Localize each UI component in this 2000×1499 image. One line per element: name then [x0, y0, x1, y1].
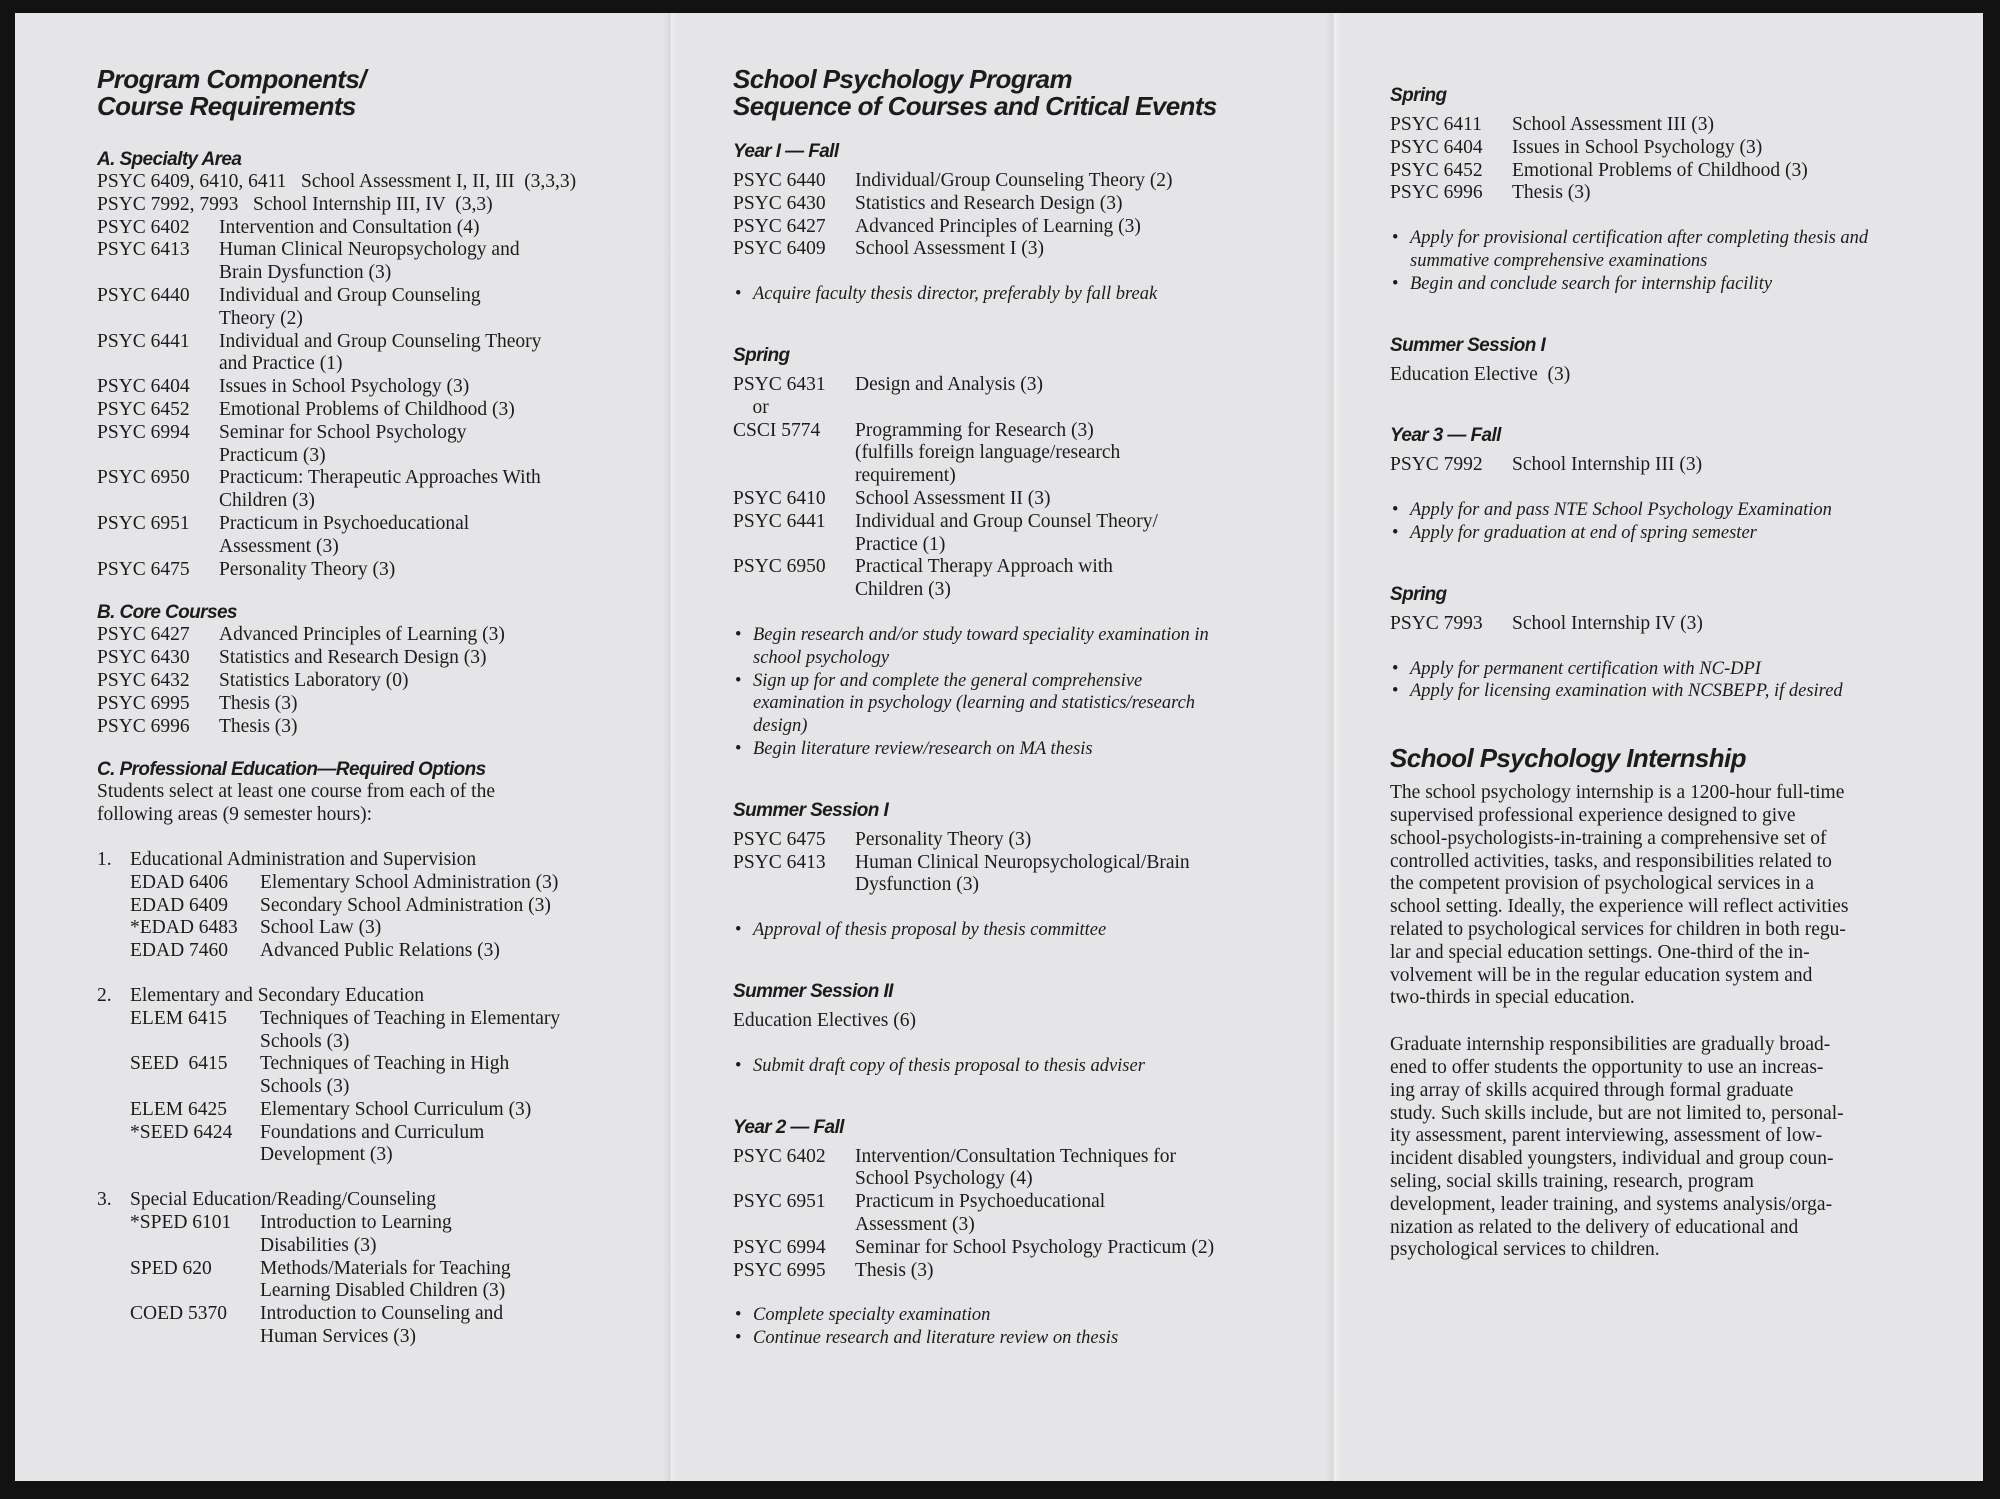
course-row: [97, 716, 657, 739]
course-code: PSYC 7993: [1390, 612, 1483, 634]
course-title: Personality Theory (3): [855, 828, 1032, 850]
bullet-text: Begin and conclude search for internship facility: [1410, 273, 1773, 294]
course-title: Introduction to Learning Disabilities (3): [260, 1212, 452, 1256]
event-bullet: [1390, 680, 1950, 703]
course-code: PSYC 6452: [97, 398, 190, 420]
course-row: [1390, 137, 1950, 160]
course-list: [733, 170, 1293, 261]
option-course-list: [130, 872, 657, 963]
bullet-text: Begin research and/or study toward speciality examination in school psychology: [753, 624, 1209, 668]
event-bullet: [733, 670, 1293, 738]
course-title: Methods/Materials for Teaching Learning Disabled Children (3): [260, 1257, 511, 1302]
event-bullet-list: [1390, 227, 1950, 295]
course-row: [97, 376, 657, 399]
course-code: PSYC 6441: [97, 330, 190, 352]
section-heading: Year 2 — Fall: [733, 1116, 844, 1138]
course-row: [97, 285, 657, 331]
bullet-text: Apply for provisional certification after completing thesis and summative comprehensive examinations: [1410, 228, 1869, 271]
course-title: Thesis (3): [219, 715, 298, 737]
option-number: 3.: [97, 1189, 112, 1211]
course-row: [97, 399, 657, 422]
course-code: PSYC 6430: [733, 192, 826, 214]
bullet-text: Continue research and literature review on thesis: [753, 1328, 1119, 1349]
course-code: PSYC 6430: [97, 647, 190, 669]
option-area: [97, 985, 657, 1167]
course-code: PSYC 6413: [733, 851, 826, 873]
course-list: [1390, 613, 1950, 636]
course-code: EDAD 6409: [130, 894, 229, 916]
course-code: PSYC 6440: [733, 170, 826, 191]
course-code: COED 5370: [130, 1303, 227, 1325]
course-code: PSYC 6995: [97, 692, 190, 714]
course-code: CSCI 5774: [733, 419, 821, 441]
course-title: Elementary School Curriculum (3): [260, 1098, 532, 1120]
bullet-text: Apply for permanent certification with NC-DPI: [1410, 658, 1761, 679]
course-title: Human Clinical Neuropsychological/Brain Dysfunction (3): [855, 851, 1190, 896]
event-bullet: [733, 624, 1293, 670]
course-title: Introduction to Counseling and Human Services (3): [260, 1303, 504, 1348]
bullet-text: Apply for graduation at end of spring semester: [1410, 522, 1757, 543]
course-title: Practicum in Psychoeducational Assessment (3): [855, 1191, 1106, 1235]
section-title: School Psychology Internship: [1390, 743, 1746, 774]
event-bullet: [1390, 499, 1950, 522]
column-program-components: [97, 66, 657, 1349]
course-row: [130, 895, 657, 918]
course-row: [97, 670, 657, 693]
course-title: School Internship III (3): [1512, 454, 1703, 476]
event-bullet-list: [733, 624, 1293, 761]
option-area: [97, 849, 657, 963]
course-row: [733, 556, 1293, 602]
course-row: [97, 559, 657, 582]
course-row: [733, 1146, 1293, 1192]
course-row: [1390, 613, 1950, 636]
course-row: [1390, 114, 1950, 137]
course-title: Individual and Group Counsel Theory/ Practice (1): [855, 510, 1158, 555]
course-code: ELEM 6415: [130, 1007, 227, 1029]
event-bullet: [733, 919, 1293, 942]
bullet-text: Approval of thesis proposal by thesis committee: [753, 920, 1107, 941]
bullet-icon: •: [735, 624, 742, 645]
course-title: School Law (3): [260, 917, 382, 939]
course-title: Statistics Laboratory (0): [219, 669, 409, 691]
bullet-icon: •: [735, 1055, 742, 1076]
fold-line-left: [663, 13, 677, 1481]
bullet-icon: •: [1392, 273, 1399, 294]
course-title: Intervention/Consultation Techniques for School Psychology (4): [855, 1145, 1177, 1190]
paragraph: Graduate internship responsibilities are gradually broad- ened to offer students the opportunity to use an increas- ing array of skills acquired through formal graduate study. Such skills include, but are not limited to, personal- ity assessment, parent interviewing, assessment of low- incident disabled youngsters, individual and group coun- seling, social skills training, research, program development, leader training, and systems analysis/orga- nization as related to the delivery of educational and psychological services to children.: [1390, 1034, 1844, 1261]
section-heading: C. Professional Education—Required Options: [97, 759, 486, 781]
course-row: [733, 238, 1293, 261]
course-row: [97, 331, 657, 377]
course-code: PSYC 6475: [733, 828, 826, 850]
course-list: [1390, 114, 1950, 205]
course-row: [1390, 182, 1950, 205]
bullet-text: Begin literature review/research on MA thesis: [753, 738, 1093, 759]
course-row: [97, 693, 657, 716]
course-code: PSYC 6402: [733, 1145, 826, 1167]
course-row: [733, 1191, 1293, 1237]
text-line: Education Elective (3): [1390, 363, 1571, 385]
course-row: [130, 1122, 657, 1168]
course-row: [733, 420, 1293, 488]
course-code: PSYC 6413: [97, 239, 190, 261]
course-code: PSYC 6409: [733, 238, 826, 260]
course-title: Issues in School Psychology (3): [1512, 136, 1763, 158]
course-title: Elementary School Administration (3): [260, 871, 559, 893]
course-row: [130, 940, 657, 963]
bullet-icon: •: [1392, 522, 1399, 543]
course-title: Individual and Group Counseling Theory (2): [219, 284, 481, 329]
course-code: or: [733, 396, 769, 418]
paragraph: The school psychology internship is a 1200-hour full-time supervised professional experience designed to give school-psychologists-in-training a comprehensive set of controlled activities, tasks, and responsibilities related to the competent provision of psychological services in a school setting. Ideally, the experience will reflect activities related to psychological services for children in both regu- lar and special education settings. One-third of the in- volvement will be in the regular education system and two-thirds in special education.: [1390, 782, 1849, 1009]
course-row: [733, 397, 1293, 420]
course-code: PSYC 7992: [1390, 454, 1483, 476]
course-code: PSYC 6950: [97, 467, 190, 489]
section-heading: Spring: [1390, 85, 1447, 106]
course-list: [733, 829, 1293, 897]
event-bullet-list: [1390, 499, 1950, 545]
option-course-list: [130, 1212, 657, 1349]
course-list: [97, 217, 657, 582]
course-title: Advanced Public Relations (3): [260, 940, 500, 962]
option-number: 1.: [97, 848, 112, 870]
section-heading: Summer Session I: [733, 799, 889, 821]
event-bullet: [1390, 522, 1950, 545]
course-title: Seminar for School Psychology Practicum (2): [855, 1236, 1215, 1258]
section-heading: Spring: [1390, 583, 1447, 605]
bullet-icon: •: [1392, 658, 1399, 679]
option-number: 2.: [97, 984, 112, 1006]
course-row: [97, 217, 657, 240]
course-title: Practical Therapy Approach with Children (3): [855, 556, 1113, 601]
course-title: Advanced Principles of Learning (3): [219, 624, 505, 646]
course-list: [733, 374, 1293, 602]
course-code: PSYC 6411: [1390, 114, 1482, 135]
course-list: [1390, 454, 1950, 477]
course-code: PSYC 6950: [733, 556, 826, 578]
course-row: [130, 1212, 657, 1258]
bullet-icon: •: [1392, 228, 1399, 249]
paragraph: Students select at least one course from each of the following areas (9 semester hours):: [97, 781, 495, 826]
event-bullet: [733, 283, 1293, 306]
option-area-heading: [97, 985, 657, 1008]
course-code: PSYC 6995: [733, 1259, 826, 1281]
bullet-icon: •: [735, 920, 742, 941]
option-area: [97, 1189, 657, 1349]
course-row: [733, 829, 1293, 852]
course-code: PSYC 6951: [733, 1191, 826, 1213]
course-title: Programming for Research (3) (fulfills foreign language/research requirement): [855, 419, 1121, 487]
course-code: EDAD 7460: [130, 940, 229, 962]
course-row: [733, 193, 1293, 216]
course-code: EDAD 6406: [130, 871, 229, 893]
bullet-icon: •: [1392, 500, 1399, 521]
course-row: [733, 170, 1293, 193]
section-title: Program Components/ Course Requirements: [97, 64, 366, 121]
course-code: PSYC 6404: [97, 376, 190, 398]
event-bullet-list: [733, 1055, 1293, 1078]
course-code: PSYC 6404: [1390, 136, 1483, 158]
course-row: [97, 422, 657, 468]
bullet-icon: •: [735, 1305, 742, 1326]
event-bullet: [1390, 658, 1950, 681]
course-title: Personality Theory (3): [219, 558, 396, 580]
bullet-text: Apply for and pass NTE School Psychology Examination: [1410, 500, 1832, 521]
course-title: Seminar for School Psychology Practicum (3): [219, 421, 467, 466]
course-row: [130, 917, 657, 940]
course-title: Foundations and Curriculum Development (3): [260, 1121, 485, 1166]
course-row: [1390, 454, 1950, 477]
course-code: PSYC 6996: [1390, 182, 1483, 204]
bullet-icon: •: [735, 738, 742, 759]
bullet-icon: •: [735, 1328, 742, 1349]
course-code: PSYC 6994: [97, 421, 190, 443]
course-row: [97, 647, 657, 670]
course-row: [1390, 160, 1950, 183]
course-row: [130, 1008, 657, 1054]
event-bullet: [733, 738, 1293, 761]
column-sequence-of-courses: [733, 66, 1293, 1350]
bullet-text: Apply for licensing examination with NCSBEPP, if desired: [1410, 681, 1843, 702]
course-row: [130, 1303, 657, 1349]
section-heading: Year 3 — Fall: [1390, 425, 1501, 447]
course-row: [97, 624, 657, 647]
course-code: ELEM 6425: [130, 1098, 227, 1120]
text-line: PSYC 6409, 6410, 6411 School Assessment I, II, III (3,3,3): [97, 171, 577, 192]
course-code: *SPED 6101: [130, 1212, 232, 1234]
section-title: School Psychology Program Sequence of Courses and Critical Events: [733, 64, 1217, 121]
course-row: [97, 239, 657, 285]
course-title: School Internship IV (3): [1512, 612, 1703, 634]
course-code: PSYC 6951: [97, 512, 190, 534]
course-code: PSYC 6432: [97, 669, 190, 691]
event-bullet-list: [733, 919, 1293, 942]
bullet-icon: •: [735, 284, 742, 305]
column-internship: [1390, 84, 1950, 1262]
course-code: PSYC 6431: [733, 373, 826, 395]
course-row: [733, 216, 1293, 239]
course-title: Human Clinical Neuropsychology and Brain Dysfunction (3): [219, 239, 520, 284]
event-bullet: [1390, 273, 1950, 296]
course-row: [130, 872, 657, 895]
course-row: [130, 1258, 657, 1304]
course-title: Thesis (3): [1512, 182, 1591, 204]
bullet-text: Submit draft copy of thesis proposal to thesis adviser: [753, 1055, 1145, 1076]
course-row: [733, 488, 1293, 511]
course-code: PSYC 6475: [97, 558, 190, 580]
course-title: Individual/Group Counseling Theory (2): [855, 170, 1173, 191]
course-title: Practicum in Psychoeducational Assessment (3): [219, 512, 470, 557]
course-code: PSYC 6452: [1390, 159, 1483, 181]
course-title: Design and Analysis (3): [855, 373, 1043, 395]
course-title: Practicum: Therapeutic Approaches With Children (3): [219, 467, 541, 512]
section-heading: Summer Session II: [733, 980, 893, 1002]
section-heading: Year I — Fall: [733, 141, 839, 162]
bullet-icon: •: [735, 670, 742, 691]
event-bullet-list: [1390, 658, 1950, 704]
course-list: [97, 624, 657, 738]
option-area-heading: [97, 1189, 657, 1212]
course-code: *SEED 6424: [130, 1121, 233, 1143]
course-code: SEED 6415: [130, 1053, 228, 1075]
option-label: Elementary and Secondary Education: [130, 984, 425, 1006]
course-row: [733, 1237, 1293, 1260]
event-bullet: [733, 1055, 1293, 1078]
event-bullet-list: [733, 283, 1293, 306]
event-bullet-list: [733, 1304, 1293, 1350]
course-list: [733, 1146, 1293, 1283]
course-title: Statistics and Research Design (3): [855, 192, 1123, 214]
course-row: [97, 513, 657, 559]
course-title: School Assessment I (3): [855, 238, 1045, 260]
course-title: Thesis (3): [855, 1259, 934, 1281]
event-bullet: [733, 1304, 1293, 1327]
course-code: PSYC 6402: [97, 216, 190, 238]
course-row: [733, 1260, 1293, 1283]
course-row: [130, 1099, 657, 1122]
course-title: Techniques of Teaching in High Schools (3): [260, 1053, 510, 1098]
text-line: Education Electives (6): [733, 1009, 917, 1031]
course-title: Emotional Problems of Childhood (3): [1512, 159, 1808, 181]
section-heading: Summer Session I: [1390, 334, 1546, 356]
course-title: Secondary School Administration (3): [260, 894, 551, 916]
bullet-icon: •: [1392, 681, 1399, 702]
course-row: [733, 374, 1293, 397]
course-code: PSYC 6427: [97, 624, 190, 646]
section-heading: B. Core Courses: [97, 602, 237, 624]
course-row: [733, 852, 1293, 898]
course-code: PSYC 6441: [733, 510, 826, 532]
event-bullet: [733, 1327, 1293, 1350]
section-heading: Spring: [733, 344, 790, 366]
option-label: Special Education/Reading/Counseling: [130, 1189, 436, 1211]
course-row: [97, 467, 657, 513]
course-title: Intervention and Consultation (4): [219, 216, 480, 238]
course-title: School Assessment III (3): [1512, 114, 1715, 135]
option-course-list: [130, 1008, 657, 1168]
bullet-text: Acquire faculty thesis director, preferably by fall break: [753, 284, 1158, 305]
event-bullet: [1390, 227, 1950, 273]
text-line: PSYC 7992, 7993 School Internship III, IV (3,3): [97, 193, 493, 215]
course-title: Emotional Problems of Childhood (3): [219, 398, 515, 420]
course-title: Individual and Group Counseling Theory and Practice (1): [219, 330, 542, 375]
course-code: SPED 620: [130, 1257, 212, 1279]
course-title: Issues in School Psychology (3): [219, 376, 470, 398]
course-code: PSYC 6994: [733, 1236, 826, 1258]
section-heading: A. Specialty Area: [97, 149, 242, 170]
bullet-text: Sign up for and complete the general comprehensive examination in psychology (learning and statistics/research design): [753, 670, 1196, 737]
course-code: PSYC 6996: [97, 715, 190, 737]
course-title: Advanced Principles of Learning (3): [855, 215, 1141, 237]
bullet-text: Complete specialty examination: [753, 1305, 991, 1326]
course-title: Thesis (3): [219, 692, 298, 714]
course-title: Techniques of Teaching in Elementary Schools (3): [260, 1007, 561, 1052]
fold-line-right: [1326, 13, 1340, 1481]
course-title: Statistics and Research Design (3): [219, 647, 487, 669]
course-row: [733, 511, 1293, 557]
option-area-heading: [97, 849, 657, 872]
course-title: School Assessment II (3): [855, 487, 1051, 509]
course-code: PSYC 6440: [97, 284, 190, 306]
course-row: [130, 1053, 657, 1099]
course-code: *EDAD 6483: [130, 917, 238, 939]
course-code: PSYC 6410: [733, 487, 826, 509]
option-label: Educational Administration and Supervision: [130, 848, 477, 870]
course-code: PSYC 6427: [733, 215, 826, 237]
